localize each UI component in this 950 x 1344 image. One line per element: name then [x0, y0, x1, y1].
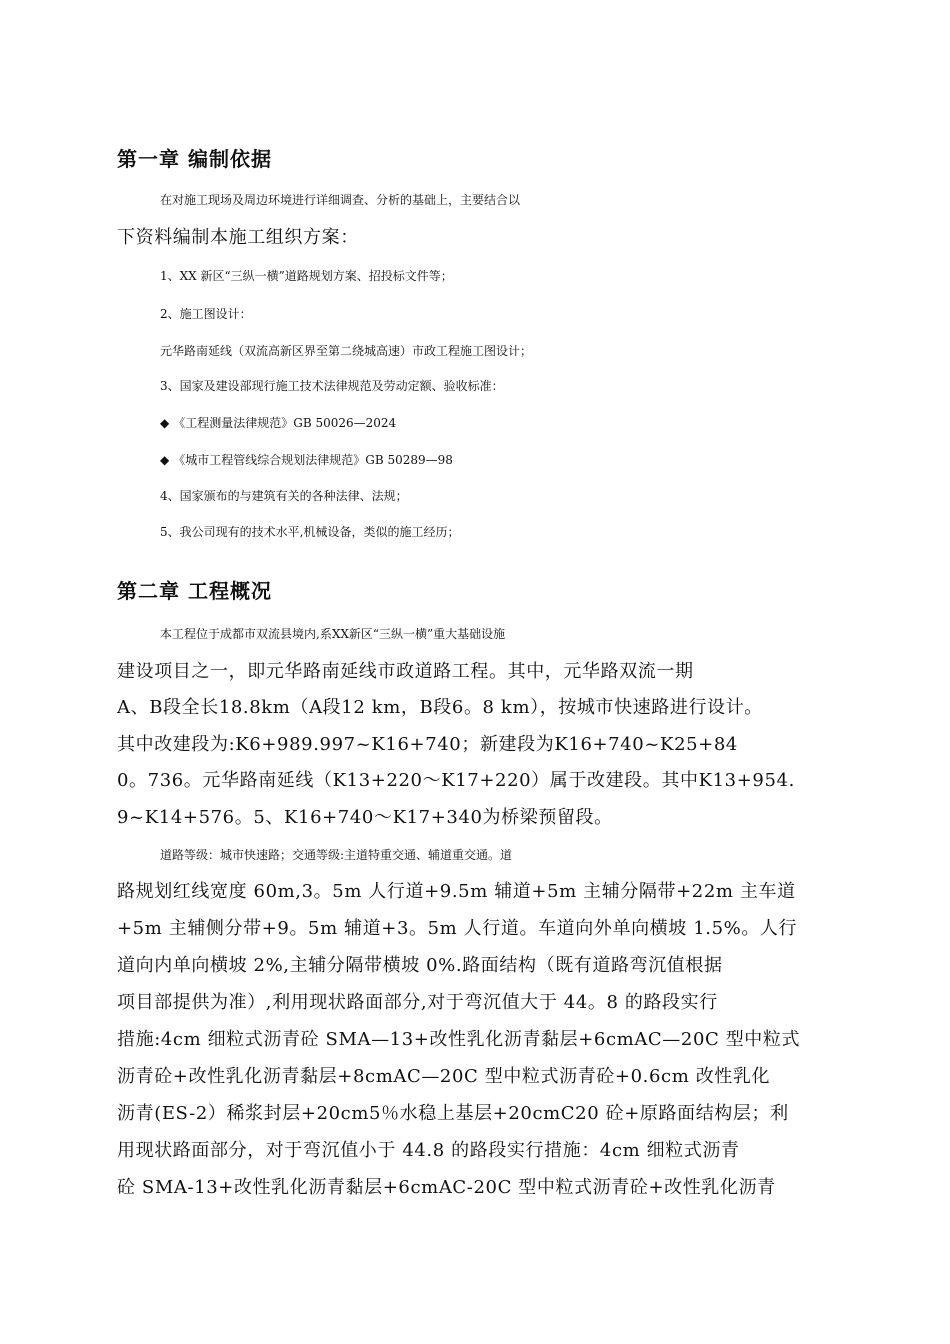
- ch1-paragraph-line: 在对施工现场及周边环境进行详细调查、分析的基础上，主要结合以: [160, 193, 521, 207]
- ch1-list-item-4: 4、国家颁布的与建筑有关的各种法律、法规；: [160, 489, 408, 503]
- ch2-paragraph-line: 项目部提供为准）,利用现状路面部分,对于弯沉值大于 44。8 的路段实行: [117, 992, 718, 1013]
- ch1-design-line: 元华路南延线（双流高新区界至第二绕城高速）市政工程施工图设计；: [160, 344, 533, 358]
- ch2-paragraph-line: +5m 主辅侧分带+9。5m 辅道+3。5m 人行道。车道向外单向横坡 1.5%。人行: [117, 918, 798, 939]
- ch1-list-item-5: 5、我公司现有的技术水平,机械设备，类似的施工经历；: [160, 525, 460, 539]
- ch2-paragraph-line: 其中改建段为:K6+989.997~K16+740；新建段为K16+740~K25+84: [117, 734, 738, 755]
- ch1-paragraph-line: 下资料编制本施工组织方案：: [117, 227, 359, 248]
- chapter-2-heading: 第二章 工程概况: [117, 579, 272, 603]
- ch2-paragraph-line: 用现状路面部分，对于弯沉值小于 44.8 的路段实行措施：4cm 细粒式沥青: [117, 1140, 740, 1161]
- ch1-list-item-1: 1、XX 新区“三纵一横”道路规划方案、招投标文件等；: [160, 269, 453, 283]
- ch2-paragraph-line: 0。736。元华路南延线（K13+220～K17+220）属于改建段。其中K13+954.: [117, 770, 795, 791]
- ch1-bullet-item: [160, 411, 880, 435]
- chapter-1-heading: 第一章 编制依据: [117, 147, 272, 171]
- ch2-paragraph-line: 9~K14+576。5、K16+740～K17+340为桥梁预留段。: [117, 807, 613, 828]
- bullet-text: 《城市工程管线综合规划法律规范》GB 50289—98: [173, 453, 453, 467]
- ch2-paragraph-line: A、B段全长18.8km（A段12 km，B段6。8 km），按城市快速路进行设计。: [117, 697, 763, 718]
- ch2-paragraph-line: 建设项目之一，即元华路南延线市政道路工程。其中，元华路双流一期: [117, 661, 694, 682]
- diamond-bullet-icon: ◆: [160, 453, 170, 467]
- ch2-paragraph-line: 道向内单向横坡 2%,主辅分隔带横坡 0%.路面结构（既有道路弯沉值根据: [117, 955, 723, 976]
- ch2-paragraph-line: 措施:4cm 细粒式沥青砼 SMA—13+改性乳化沥青黏层+6cmAC—20C 型中粒式: [117, 1029, 801, 1050]
- ch2-paragraph-line: 道路等级：城市快速路；交通等级:主道特重交通、辅道重交通。道: [160, 848, 513, 862]
- ch2-paragraph-line: 路规划红线宽度 60m,3。5m 人行道+9.5m 辅道+5m 主辅分隔带+22m 主车道: [117, 881, 796, 902]
- ch2-paragraph-line: 沥青(ES-2）稀浆封层+20cm5％水稳上基层+20cmC20 砼+原路面结构层；利: [117, 1103, 789, 1124]
- ch2-paragraph-line: 砼 SMA-13+改性乳化沥青黏层+6cmAC-20C 型中粒式沥青砼+改性乳化沥青: [117, 1177, 776, 1198]
- ch2-paragraph-line: 沥青砼+改性乳化沥青黏层+8cmAC—20C 型中粒式沥青砼+0.6cm 改性乳化: [117, 1066, 771, 1087]
- ch1-list-item-2: 2、施工图设计：: [160, 307, 252, 321]
- ch2-paragraph-line: 本工程位于成都市双流县境内,系XX新区“三纵一横”重大基础设施: [160, 627, 506, 641]
- diamond-bullet-icon: ◆: [160, 416, 170, 430]
- ch1-list-item-3: 3、国家及建设部现行施工技术法律规范及劳动定额、验收标准：: [160, 379, 504, 393]
- ch1-bullet-item: [160, 448, 880, 472]
- bullet-text: 《工程测量法律规范》GB 50026—2024: [173, 416, 397, 430]
